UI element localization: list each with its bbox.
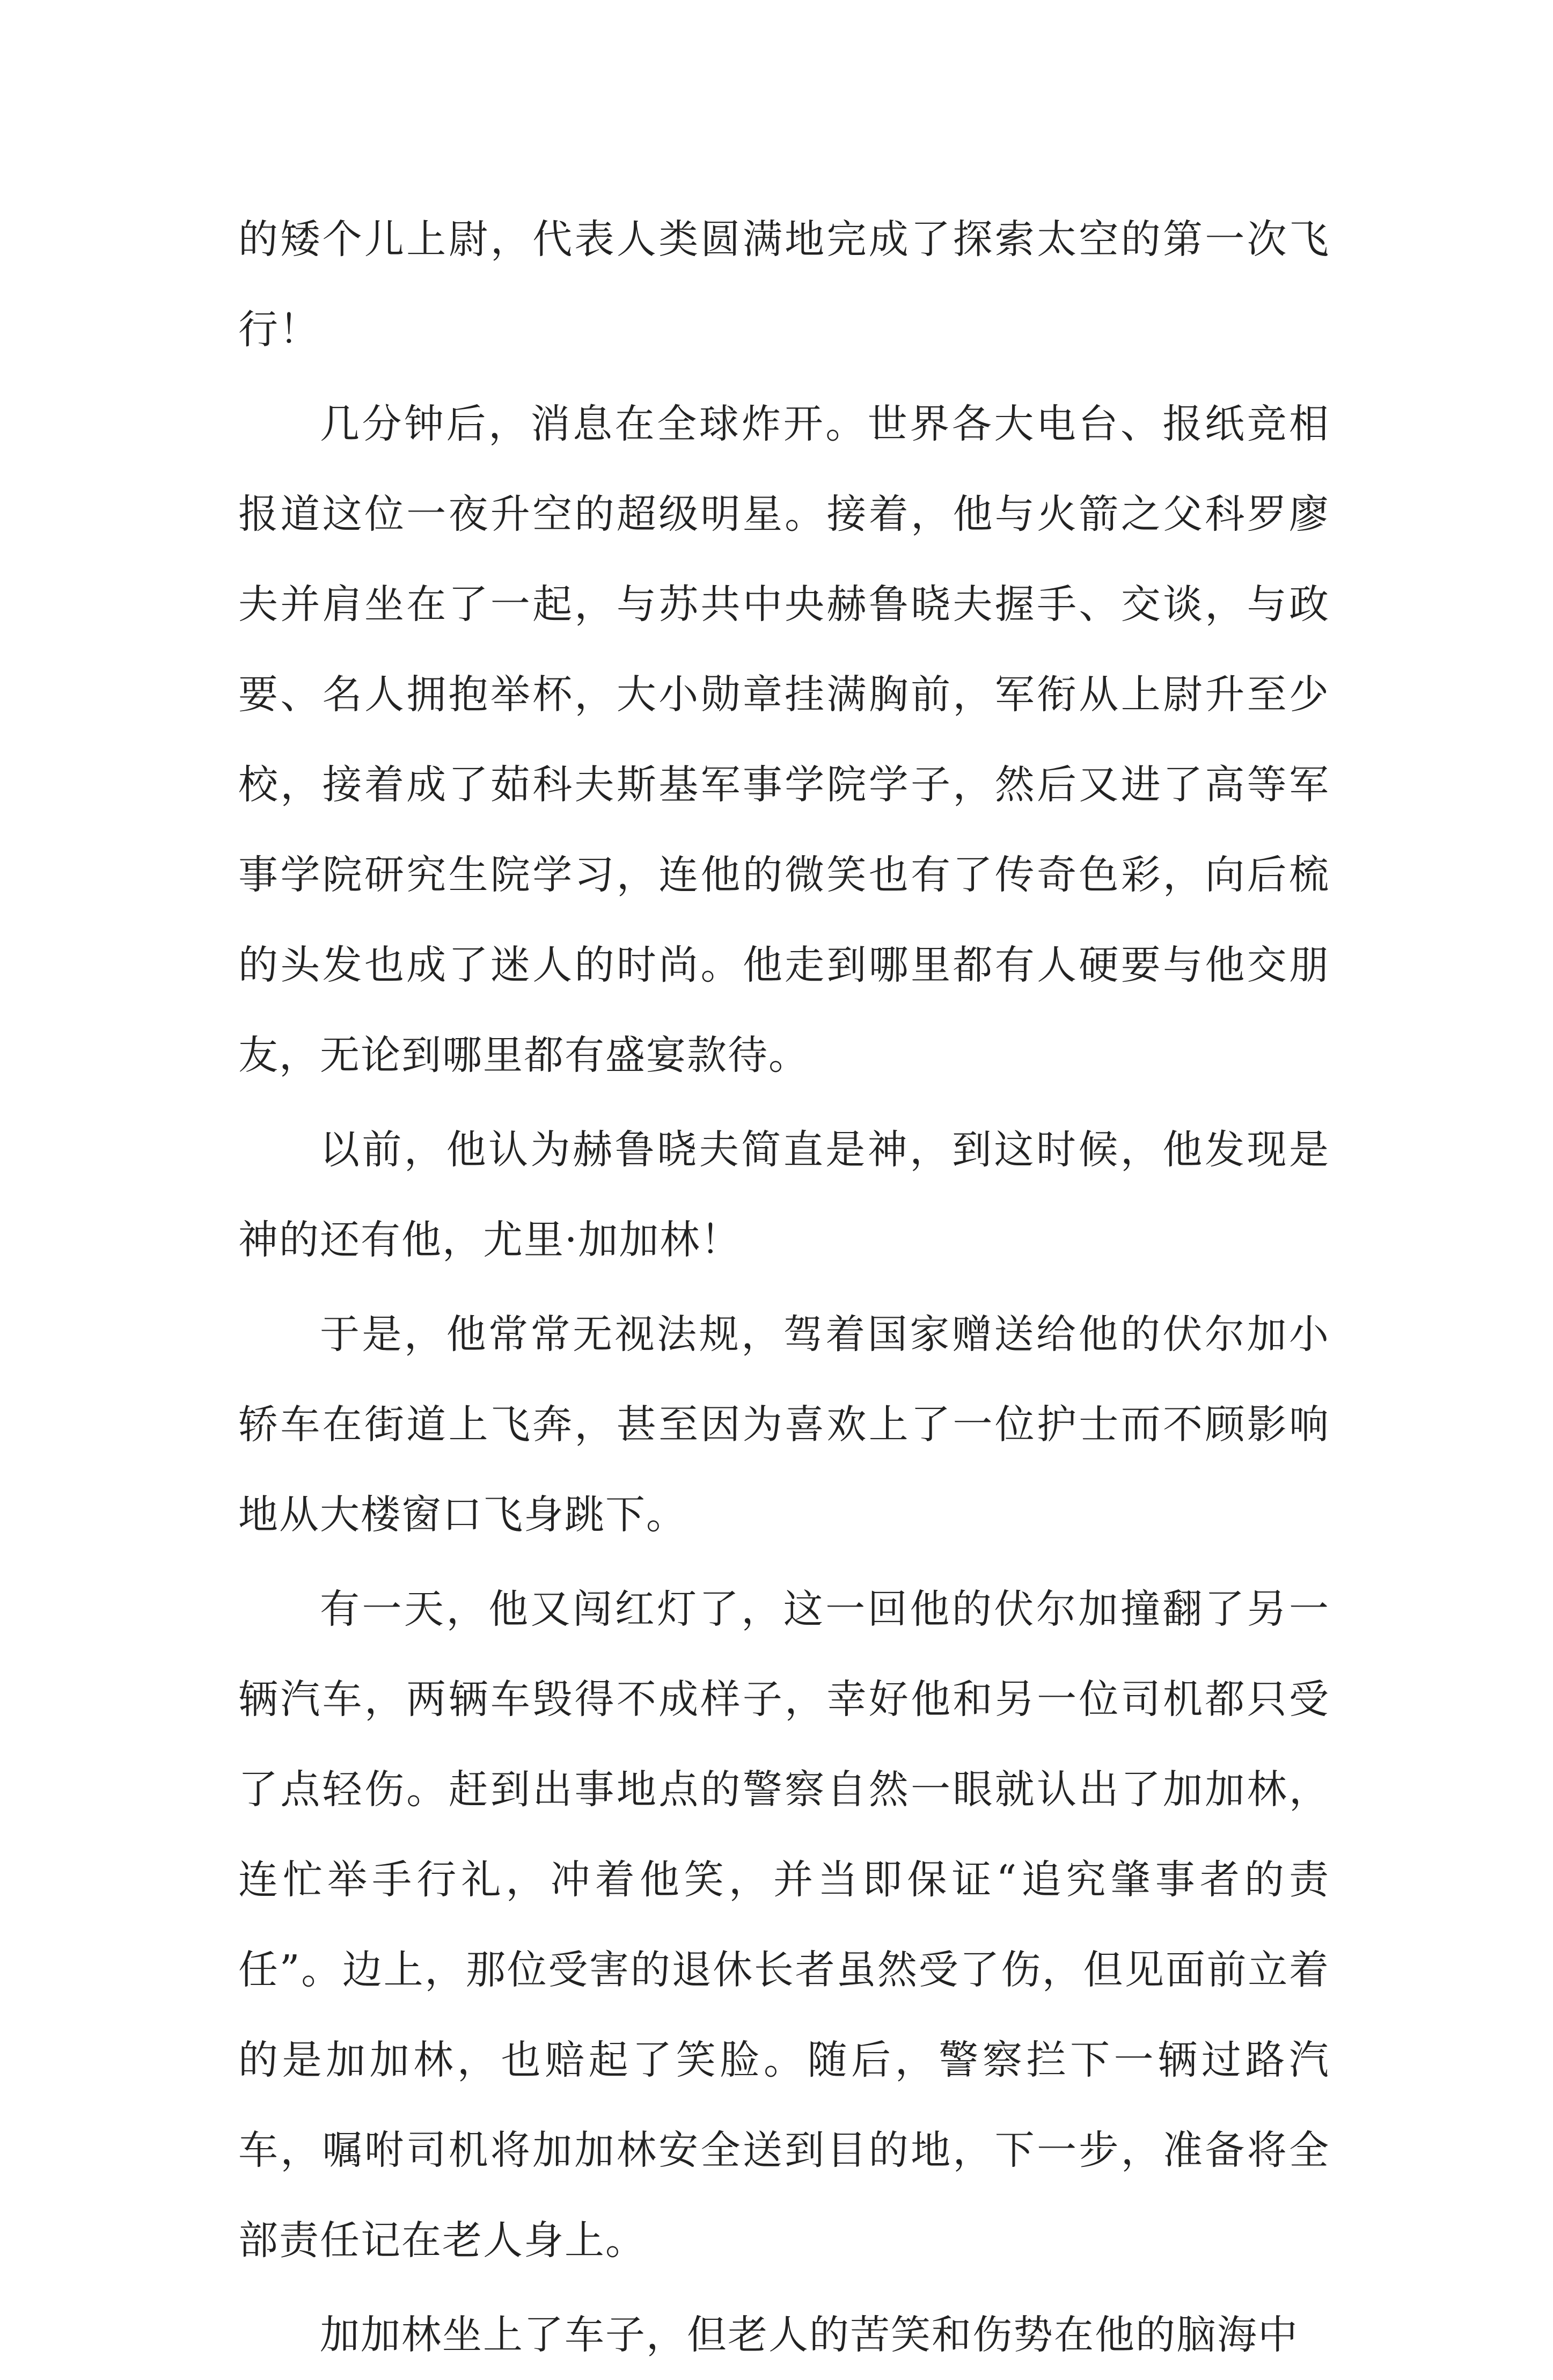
paragraph-5: 有一天，他又闯红灯了，这一回他的伏尔加撞翻了另一辆汽车，两辆车毁得不成样子，幸好他和另一位司机都只受了点轻伤。赶到出事地点的警察自然一眼就认出了加加林，连忙举手行礼，冲着他笑，并当即保证“追究肇事者的责任”。边上，那位受害的退休长者虽然受了伤，但见面前立着的是加加林，也赔起了笑脸。随后，警察拦下一辆过路汽车，嘱咐司机将加加林安全送到目的地，下一步，准备将全部责任记在老人身上。	[238, 1586, 1330, 2264]
body-text	[238, 194, 1330, 2380]
paragraph-1: 的矮个儿上尉，代表人类圆满地完成了探索太空的第一次飞行！	[238, 216, 1330, 353]
paragraph-3: 以前，他认为赫鲁晓夫简直是神，到这时候，他发现是神的还有他，尤里·加加林！	[238, 1127, 1330, 1263]
paragraph-4: 于是，他常常无视法规，驾着国家赠送给他的伏尔加小轿车在街道上飞奔，甚至因为喜欢上了一位护士而不顾影响地从大楼窗口飞身跳下。	[238, 1311, 1330, 1538]
paragraph-6: 加加林坐上了车子，但老人的苦笑和伤势在他的脑海中	[320, 2312, 1299, 2358]
paragraph-2: 几分钟后，消息在全球炸开。世界各大电台、报纸竞相报道这位一夜升空的超级明星。接着，他与火箭之父科罗廖夫并肩坐在了一起，与苏共中央赫鲁晓夫握手、交谈，与政要、名人拥抱举杯，大小勋章挂满胸前，军衔从上尉升至少校，接着成了茹科夫斯基军事学院学子，然后又进了高等军事学院研究生院学习，连他的微笑也有了传奇色彩，向后梳的头发也成了迷人的时尚。他走到哪里都有人硬要与他交朋友，无论到哪里都有盛宴款待。	[238, 401, 1330, 1078]
